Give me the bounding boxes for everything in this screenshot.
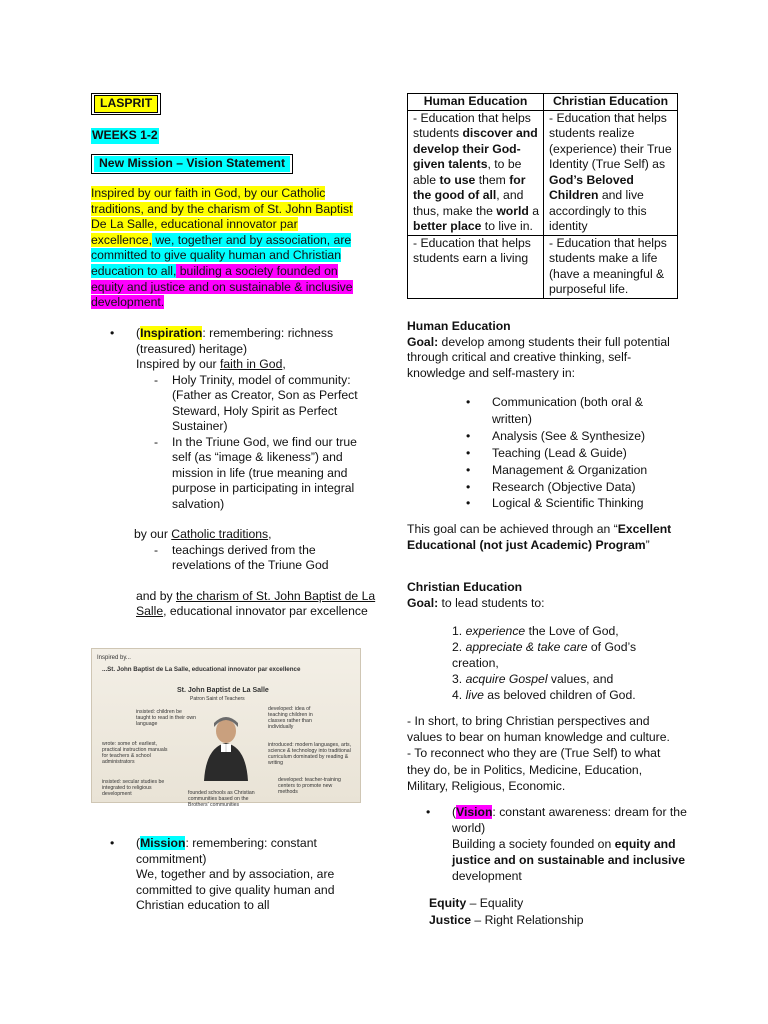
definitions [429,895,679,929]
emphasis-text: world [496,203,529,218]
definition-text: – Right Relationship [471,913,584,927]
mission-desc: : remembering: constant commitment) [136,836,317,866]
faith-suffix: , [282,357,286,371]
tradition-suffix: , [268,527,272,541]
image-note: introduced: modern languages, arts, science & technology into traditional curriculum dominated by reading & writing [268,742,352,766]
charism-prefix: and by [136,588,176,603]
list-item-text: 4. [452,688,466,702]
cell-text: and live accordingly to this identity [549,188,647,233]
definition-term: Equity [429,896,467,910]
inspiration-desc: : remembering: richness (treasured) heritage) [136,326,334,356]
list-item: • Analysis (See & Synthesize) [492,428,682,445]
list-item-text: appreciate & take care [465,640,588,654]
human-education-goal [407,335,682,382]
image-title: St. John Baptist de La Salle [177,687,269,694]
faith-prefix: Inspired by our [136,357,221,371]
faith-item: - In the Triune God, we find our true self (as “image & likeness”) and mission in life (true meaning and purpose in participating in integral salvation) [154,435,376,513]
mission-label: Mission [140,836,186,850]
table-header-row [408,94,678,111]
mission-vision-title-text: New Mission – Vision Statement [94,156,290,172]
goal-achievement-text [407,521,682,553]
tradition-item: - teachings derived from the revelations of the Triune God [154,543,376,574]
image-caption-line: ...St. John Baptist de La Salle, educational innovator par excellence [102,666,301,673]
list-item: • Research (Objective Data) [492,479,682,496]
lasprit-label [91,93,161,115]
list-item: • Teaching (Lead & Guide) [492,445,682,462]
mission-body: We, together and by association, are committed to give quality human and Christian education to all [136,867,335,912]
image-note: developed: teacher-training centers to promote new methods [278,777,341,795]
list-item-text: live [465,688,484,702]
mission-section [136,836,376,914]
definition-text: – Equality [466,896,524,910]
table-header-cell: Christian Education [544,94,678,111]
table-cell-christian-2: - Education that helps students make a life (have a meaningful & purposeful life. [544,235,678,298]
goal-label: Goal: [407,334,439,349]
cell-text: , and thus, make the [413,188,524,218]
table-row [408,110,678,235]
goal-text: to lead students to: [438,595,545,610]
table-cell-human-2: - Education that helps students earn a living [408,235,544,298]
vision-statement-part2: we, together and by association, are committed to give quality human and Christian education to all, [91,232,352,278]
emphasis-text: God’s Beloved Children [549,172,634,202]
list-item-text: as beloved children of God. [483,688,636,702]
christian-education-title: Christian Education [407,580,523,594]
image-note: wrote: some of: earliest, practical instruction manuals for teachers & school administrators [102,741,168,765]
mission-bullet: • (Mission: remembering: constant commitment) [136,836,376,867]
image-note: insisted: children be taught to read in their own language [136,709,196,727]
tradition-prefix: by our [134,527,172,541]
vision-statement-part1: Inspired by our faith in God, by our Catholic traditions, and by the charism of St. John Baptist De La Salle, educational innovator par excellence, [91,186,353,247]
vision-label: Vision [456,805,493,819]
emphasis-text: to use [439,172,476,187]
table-row [408,235,678,298]
image-note: developed: idea of teaching children in classes rather than individually [268,706,313,730]
charism-link: the charism of St. John Baptist de La Salle [136,588,376,618]
cell-text: to live in. [481,219,533,233]
list-item-text: acquire Gospel [465,672,548,686]
charism-suffix: , educational innovator par excellence [163,604,368,618]
summary-line: - To reconnect who they are (True Self) to what they do, be in Politics, Medicine, Education, Military, Religious, Economic. [407,746,661,793]
emphasis-text: discover and develop their God-given talents [413,126,538,171]
tradition-line [134,527,376,543]
table-cell-christian-1 [544,110,678,235]
definition-equity [429,895,679,912]
achieve-prefix: This goal can be achieved through an “ [407,522,618,536]
christian-education-section [407,580,682,611]
lasprit-text: LASPRIT [94,95,158,113]
image-caption-top: Inspired by... [97,655,131,661]
faith-line [136,357,376,373]
vision-desc: : constant awareness: dream for the world) [452,805,687,835]
cell-text: - Education that helps students [413,110,531,140]
emphasis-text: better place [413,219,482,233]
cell-text: a [528,203,539,218]
list-item-text: experience [465,624,526,638]
list-item [452,671,682,687]
emphasis-text: for the good of all [413,172,526,202]
charism-line [136,589,376,620]
list-item: • Communication (both oral & written) [492,394,682,428]
inspiration-section [136,326,376,620]
tradition-link: Catholic traditions [171,527,269,541]
summary-text [407,713,682,794]
image-subtitle: Patron Saint of Teachers [190,696,245,702]
list-item-text: 2. [452,640,466,654]
list-item-text: 3. [452,672,466,686]
summary-line: - In short, to bring Christian perspectives and values to bear on human knowledge and culture. [407,714,670,745]
christian-education-goals-list [452,623,682,703]
list-item [452,687,682,703]
human-education-title: Human Education [407,319,511,333]
cell-text: - Education that helps students realize (experience) their True Identity (True Self) as [549,110,672,171]
goal-label: Goal: [407,595,439,610]
list-item-text: the Love of God, [525,624,619,638]
saint-infographic-image [91,648,361,808]
human-education-skills-list [492,394,682,512]
image-note: insisted: secular studies be integrated to religious development [102,779,165,797]
achieve-suffix: ” [645,538,650,552]
list-item-text: values, and [547,672,614,686]
vision-body [452,836,692,884]
vision-statement [91,186,361,311]
definition-term: Justice [429,913,472,927]
vision-body-suffix: development [452,869,522,883]
table-header-cell: Human Education [408,94,544,111]
definition-justice [429,912,679,929]
goal-text: develop among students their full potential through critical and creative thinking, self-knowledge and self-mastery in: [407,334,670,380]
cell-text: them [475,172,510,187]
image-note: founded schools as Christian communities based on the Brothers' communities [188,790,255,808]
mission-vision-title [91,154,293,174]
achieve-bold: Excellent Educational (not just Academic) Program [407,522,672,552]
list-item [452,639,682,671]
vision-section [452,804,692,884]
cell-text: , to be able [413,157,522,187]
weeks-label: WEEKS 1-2 [92,128,158,142]
vision-statement-part3: building a society founded on equity and justice and on sustainable & inclusive development. [91,263,353,310]
human-education-section [407,319,682,381]
education-comparison-table [407,93,678,299]
list-item-text: 1. [452,624,466,638]
list-item-text: of God’s creation, [452,640,637,670]
faith-link: faith in God [220,357,283,371]
table-cell-human-1 [408,110,544,235]
inspiration-bullet: • (Inspiration: remembering: richness (treasured) heritage) [136,326,376,357]
vision-body-bold: equity and justice and on sustainable and inclusive [452,837,685,867]
list-item: • Management & Organization [492,462,682,479]
vision-bullet: • (Vision: constant awareness: dream for the world) [452,804,692,836]
christian-education-goal [407,596,682,612]
list-item [452,623,682,639]
saint-portrait-icon [200,713,252,781]
faith-item: - Holy Trinity, model of community: (Father as Creator, Son as Perfect Steward, Holy Spirit as Perfect Sustainer) [154,373,376,435]
list-item: • Logical & Scientific Thinking [492,495,682,512]
inspiration-label: Inspiration [140,326,203,340]
vision-body-prefix: Building a society founded on [452,837,615,851]
